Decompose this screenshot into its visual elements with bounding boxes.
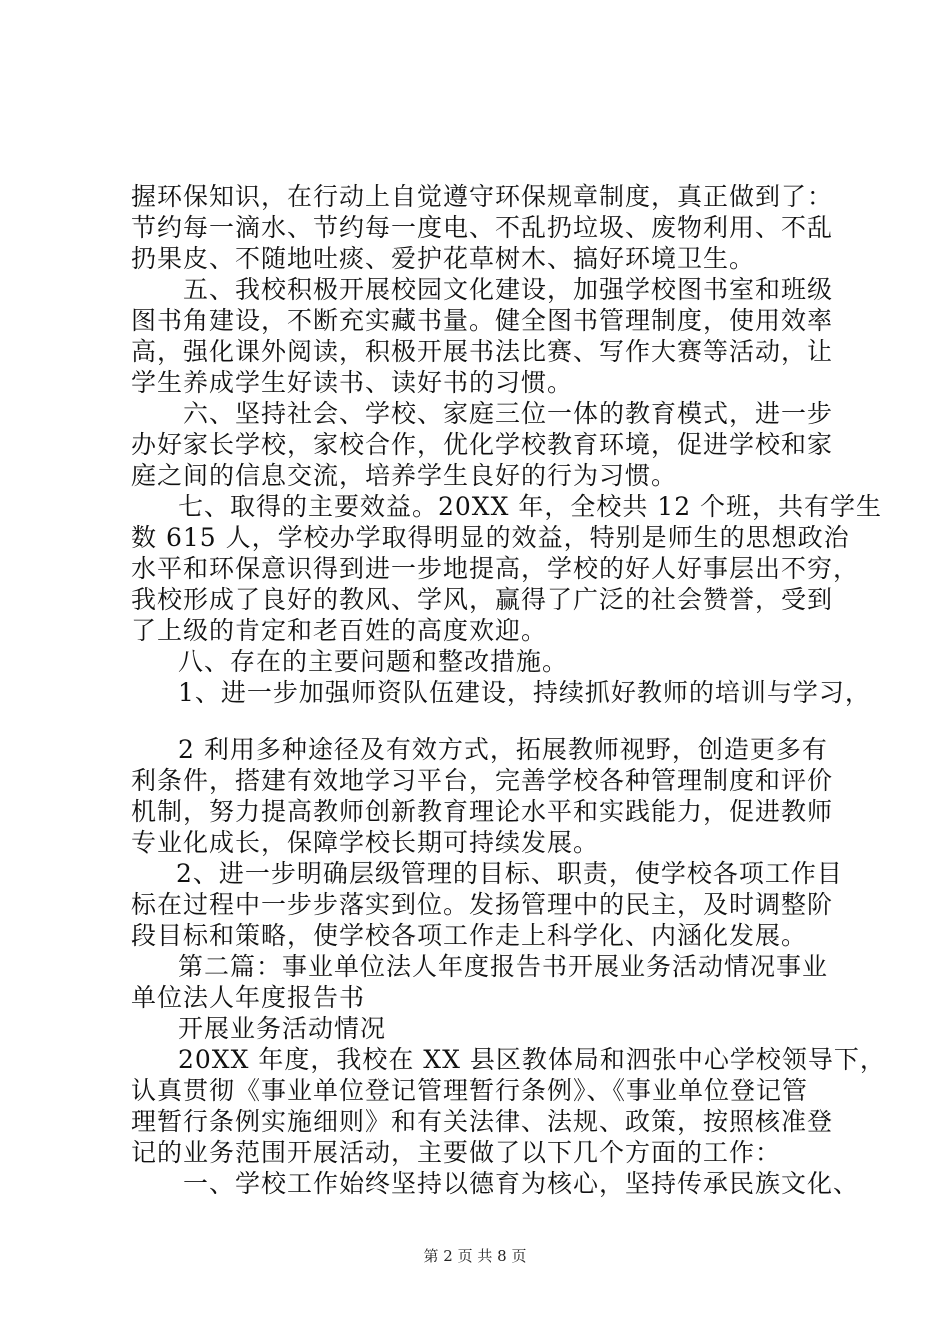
paragraph-line: 我校形成了良好的教风、学风，赢得了广泛的社会赞誉，受到: [131, 585, 834, 614]
paragraph-line: 1、进一步加强师资队伍建设，持续抓好教师的培训与学习，: [178, 678, 871, 707]
paragraph-line: 高，强化课外阅读，积极开展书法比赛、写作大赛等活动，让: [131, 337, 834, 366]
paragraph-line: 机制，努力提高教师创新教育理论水平和实践能力，促进教师: [131, 797, 834, 826]
paragraph-line: 七、取得的主要效益。20XX 年，全校共 12 个班，共有学生: [178, 492, 883, 521]
paragraph-line: 标在过程中一步步落实到位。发扬管理中的民主，及时调整阶: [131, 890, 834, 919]
paragraph-line: 学生养成学生好读书、读好书的习惯。: [131, 368, 574, 397]
paragraph-line: 一、学校工作始终坚持以德育为核心，坚持传承民族文化、: [183, 1169, 860, 1198]
page-number-footer: 第 2 页 共 8 页: [423, 1247, 527, 1265]
paragraph-line: 办好家长学校，家校合作，优化学校教育环境，促进学校和家: [131, 430, 834, 459]
paragraph-line: 水平和环保意识得到进一步地提高，学校的好人好事层出不穷，: [131, 554, 860, 583]
paragraph-line: 六、坚持社会、学校、家庭三位一体的教育模式，进一步: [183, 399, 834, 428]
paragraph-line: 开展业务活动情况: [178, 1014, 387, 1043]
paragraph-line: 图书角建设，不断充实藏书量。健全图书管理制度，使用效率: [131, 306, 834, 335]
paragraph-line: 庭之间的信息交流，培养学生良好的行为习惯。: [131, 461, 678, 490]
paragraph-line: 2 利用多种途径及有效方式，拓展教师视野，创造更多有: [178, 735, 828, 764]
paragraph-line: 2、进一步明确层级管理的目标、职责，使学校各项工作目: [176, 859, 843, 888]
paragraph-line: 20XX 年度，我校在 XX 县区教体局和泗张中心学校领导下，: [178, 1045, 886, 1074]
paragraph-line: 段目标和策略，使学校各项工作走上科学化、内涵化发展。: [131, 921, 808, 950]
paragraph-line: 握环保知识，在行动上自觉遵守环保规章制度，真正做到了：: [131, 182, 834, 211]
paragraph-line: 理暂行条例实施细则》和有关法律、法规、政策，按照核准登: [131, 1107, 834, 1136]
paragraph-line: 八、存在的主要问题和整改措施。: [178, 647, 569, 676]
paragraph-line: 记的业务范围开展活动，主要做了以下几个方面的工作：: [131, 1138, 782, 1167]
paragraph-line: 认真贯彻《事业单位登记管理暂行条例》、《事业单位登记管: [131, 1076, 809, 1105]
paragraph-line: 利条件，搭建有效地学习平台，完善学校各种管理制度和评价: [131, 766, 834, 795]
section-title-line: 第二篇：事业单位法人年度报告书开展业务活动情况事业: [178, 952, 829, 981]
paragraph-line: 数 615 人，学校办学取得明显的效益，特别是师生的思想政治: [131, 523, 850, 552]
paragraph-line: 了上级的肯定和老百姓的高度欢迎。: [131, 616, 548, 645]
paragraph-line: 扔果皮、不随地吐痰、爱护花草树木、搞好环境卫生。: [131, 244, 756, 273]
section-title-line: 单位法人年度报告书: [131, 983, 366, 1012]
paragraph-line: 节约每一滴水、节约每一度电、不乱扔垃圾、废物利用、不乱: [131, 213, 834, 242]
paragraph-line: 五、我校积极开展校园文化建设，加强学校图书室和班级: [183, 275, 834, 304]
paragraph-line: 专业化成长，保障学校长期可持续发展。: [131, 828, 600, 857]
